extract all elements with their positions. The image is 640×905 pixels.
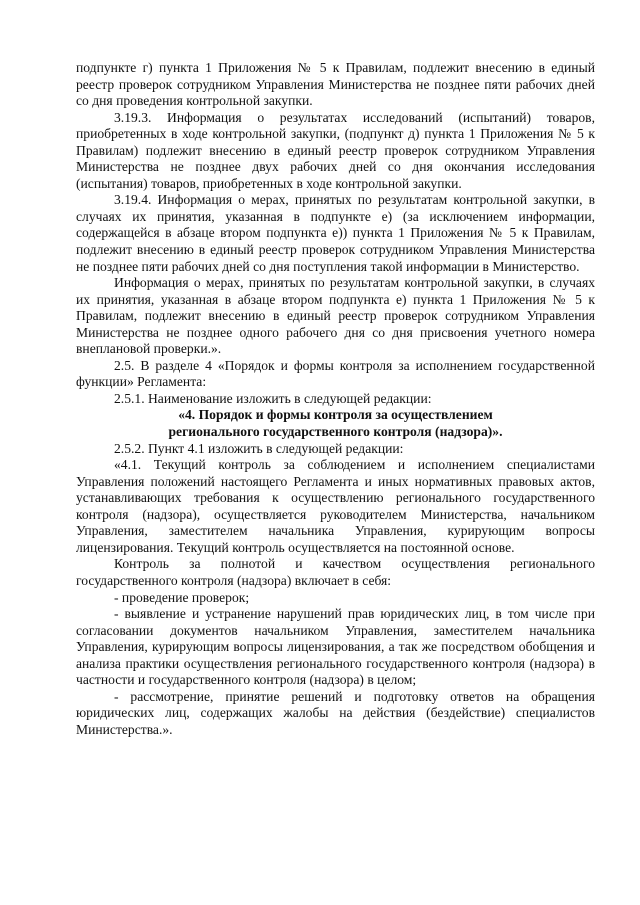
paragraph: 2.5.2. Пункт 4.1 изложить в следующей редакции: bbox=[114, 440, 404, 456]
list-item: - проведение проверок; bbox=[114, 589, 250, 605]
list-item: - выявление и устранение нарушений прав юридических лиц, в том числе при согласовании документов начальником Управления, заместителем начальника Управления, курирующим вопросы лицензирования, а так же посредством обобщения и анализа практики осуществления регионального государственного контроля (надзора) в частности и государственного контроля (надзора) в целом; bbox=[76, 606, 595, 688]
document-page bbox=[76, 60, 595, 738]
paragraph: подпункте г) пункта 1 Приложения № 5 к Правилам, подлежит внесению в единый реестр проверок сотрудником Управления Министерства не позднее пяти рабочих дней со дня проведения контрольной закупки. bbox=[76, 60, 595, 109]
paragraph: 3.19.4. Информация о мерах, принятых по результатам контрольной закупки, в случаях их принятия, указанная в подпункте е) (за исключением информации, содержащейся в абзаце втором подпункта е)) пункта 1 Приложения № 5 к Правилам, подлежит внесению в единый реестр проверок сотрудником Управления Министерства не позднее пяти рабочих дней со дня поступления такой информации в Министерство. bbox=[76, 192, 595, 274]
paragraph: Информация о мерах, принятых по результатам контрольной закупки, в случаях их принятия, указанная в абзаце втором подпункта е) пункта 1 Приложения № 5 к Правилам, подлежит внесению в единый реестр проверок сотрудником Управления Министерства не позднее одного рабочего дня со дня присвоения учетного номера внеплановой проверки.». bbox=[76, 275, 595, 357]
section-heading bbox=[76, 407, 595, 440]
list-item: - рассмотрение, принятие решений и подготовку ответов на обращения юридических лиц, содержащих жалобы на действия (бездействие) специалистов Министерства.». bbox=[76, 688, 595, 737]
paragraph: Контроль за полнотой и качеством осуществления регионального государственного контроля (надзора) включает в себя: bbox=[76, 556, 595, 588]
section-heading-line-2: регионального государственного контроля (надзора)». bbox=[168, 424, 503, 440]
paragraph: 3.19.3. Информация о результатах исследований (испытаний) товаров, приобретенных в ходе контрольной закупки, (подпункт д) пункта 1 Приложения № 5 к Правилам) подлежит внесению в единый реестр проверок сотрудником Управления Министерства не позднее двух рабочих дней со дня окончания исследования (испытания) товаров, приобретенных в ходе контрольной закупки. bbox=[76, 109, 595, 191]
paragraph: 2.5. В разделе 4 «Порядок и формы контроля за исполнением государственной функции» Регламента: bbox=[76, 357, 595, 390]
paragraph: 2.5.1. Наименование изложить в следующей редакции: bbox=[114, 390, 432, 406]
section-heading-line-1: «4. Порядок и формы контроля за осуществлением bbox=[178, 407, 493, 423]
paragraph: «4.1. Текущий контроль за соблюдением и исполнением специалистами Управления положений настоящего Регламента и иных нормативных правовых актов, устанавливающих требования к осуществлению регионального государственного контроля (надзора), осуществляется руководителем Министерства, начальником Управления, заместителем начальника Управления, курирующим вопросы лицензирования. Текущий контроль осуществляется на постоянной основе. bbox=[76, 457, 595, 555]
